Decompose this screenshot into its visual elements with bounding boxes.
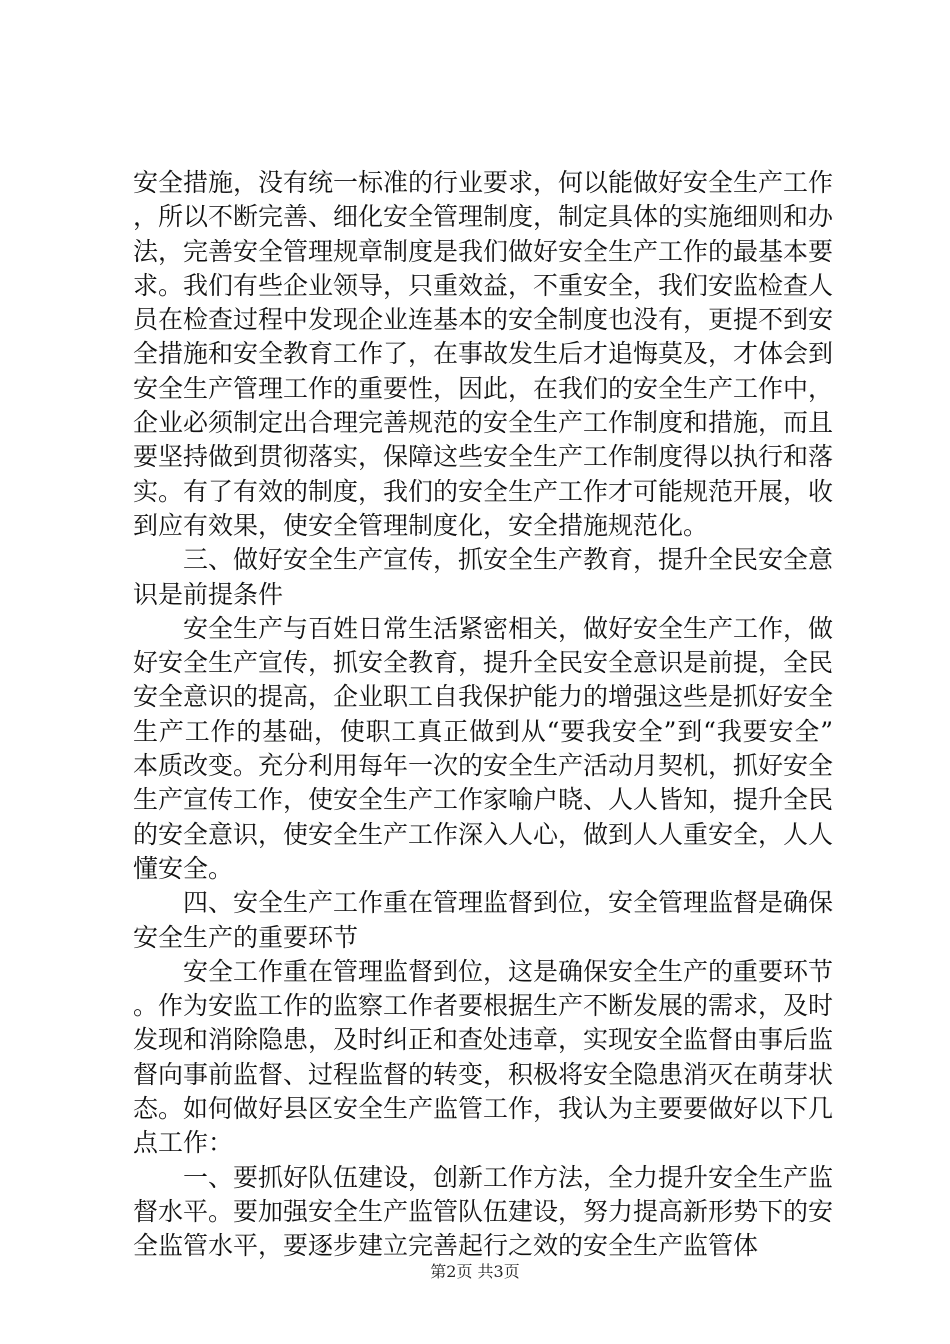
paragraph-supervision: 安全工作重在管理监督到位，这是确保安全生产的重要环节。作为安监工作的监察工作者要根据生产不断发展的需求，及时发现和消除隐患，及时纠正和查处违章，实现安全监督由事后监督向事前监督、过程监督的转变，积极将安全隐患消灭在萌芽状态。如何做好县区安全生产监管工作，我认为主要要做好以下几点工作： bbox=[133, 956, 834, 1158]
heading-section-four: 四、安全生产工作重在管理监督到位，安全管理监督是确保安全生产的重要环节 bbox=[133, 888, 834, 952]
page-footer: 第2页 共3页 bbox=[430, 1262, 520, 1281]
paragraph-team-building: 一、要抓好队伍建设，创新工作方法，全力提升安全生产监督水平。要加强安全生产监管队伍建设，努力提高新形势下的安全监管水平，要逐步建立完善起行之效的安全生产监管体 bbox=[133, 1162, 834, 1261]
paragraph-safety-publicity: 安全生产与百姓日常生活紧密相关，做好安全生产工作，做好安全生产宣传，抓安全教育，提升全民安全意识是前提，全民安全意识的提高，企业职工自我保护能力的增强这些是抓好安全生产工作的基础，使职工真正做到从“要我安全”到“我要安全”本质改变。充分利用每年一次的安全生产活动月契机，抓好安全生产宣传工作，使安全生产工作家喻户晓、人人皆知，提升全民的安全意识，使安全生产工作深入人心，做到人人重安全，人人懂安全。 bbox=[133, 613, 834, 883]
heading-section-three: 三、做好安全生产宣传，抓安全生产教育，提升全民安全意识是前提条件 bbox=[133, 545, 834, 609]
document-body bbox=[133, 166, 833, 1264]
paragraph-safety-measures: 安全措施，没有统一标准的行业要求，何以能做好安全生产工作，所以不断完善、细化安全管理制度，制定具体的实施细则和办法，完善安全管理规章制度是我们做好安全生产工作的最基本要求。我们有些企业领导，只重效益，不重安全，我们安监检查人员在检查过程中发现企业连基本的安全制度也没有，更提不到安全措施和安全教育工作了，在事故发生后才追悔莫及，才体会到安全生产管理工作的重要性，因此，在我们的安全生产工作中，企业必须制定出合理完善规范的安全生产工作制度和措施，而且要坚持做到贯彻落实，保障这些安全生产工作制度得以执行和落实。有了有效的制度，我们的安全生产工作才可能规范开展，收到应有效果，使安全管理制度化，安全措施规范化。 bbox=[133, 168, 834, 540]
